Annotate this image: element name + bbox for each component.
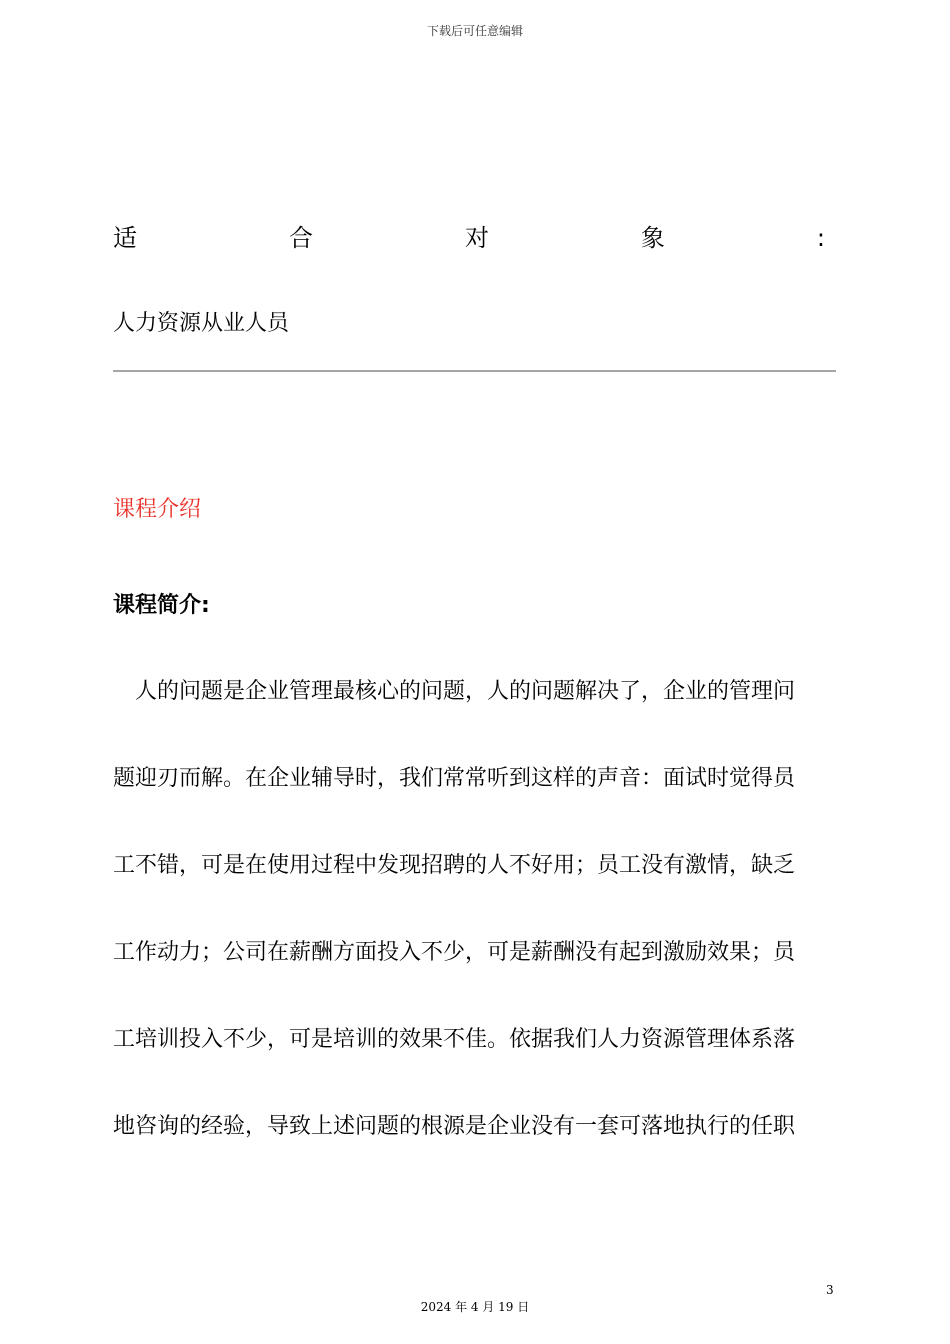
page-number: 3 xyxy=(826,1283,834,1297)
audience-label-char: 合 xyxy=(288,224,313,252)
audience-label-char: 象 xyxy=(640,224,665,252)
audience-label-char: 对 xyxy=(464,224,489,252)
section-title: 课程介绍 xyxy=(113,497,202,522)
audience-label xyxy=(113,220,825,256)
body-text-line: 地咨询的经验，导致上述问题的根源是企业没有一套可落地执行的任职 xyxy=(113,1114,796,1139)
audience-value: 人力资源从业人员 xyxy=(113,311,290,336)
audience-label-char: 适 xyxy=(113,224,137,252)
header-note: 下载后可任意编辑 xyxy=(426,24,523,38)
body-text-line: 工不错，可是在使用过程中发现招聘的人不好用；员工没有激情，缺乏 xyxy=(113,853,796,878)
section-subtitle: 课程简介: xyxy=(113,593,210,618)
body-text-line: 题迎刃而解。在企业辅导时，我们常常听到这样的声音：面试时觉得员 xyxy=(113,766,796,791)
body-text-line: 工培训投入不少，可是培训的效果不佳。依据我们人力资源管理体系落 xyxy=(113,1027,796,1052)
body-text-line: 工作动力；公司在薪酬方面投入不少，可是薪酬没有起到激励效果；员 xyxy=(113,940,796,965)
body-text-line: 人的问题是企业管理最核心的问题，人的问题解决了，企业的管理问 xyxy=(113,679,796,704)
horizontal-divider xyxy=(113,370,836,372)
footer-date: 2024 年 4 月 19 日 xyxy=(420,1300,530,1314)
audience-label-colon: : xyxy=(816,224,825,252)
